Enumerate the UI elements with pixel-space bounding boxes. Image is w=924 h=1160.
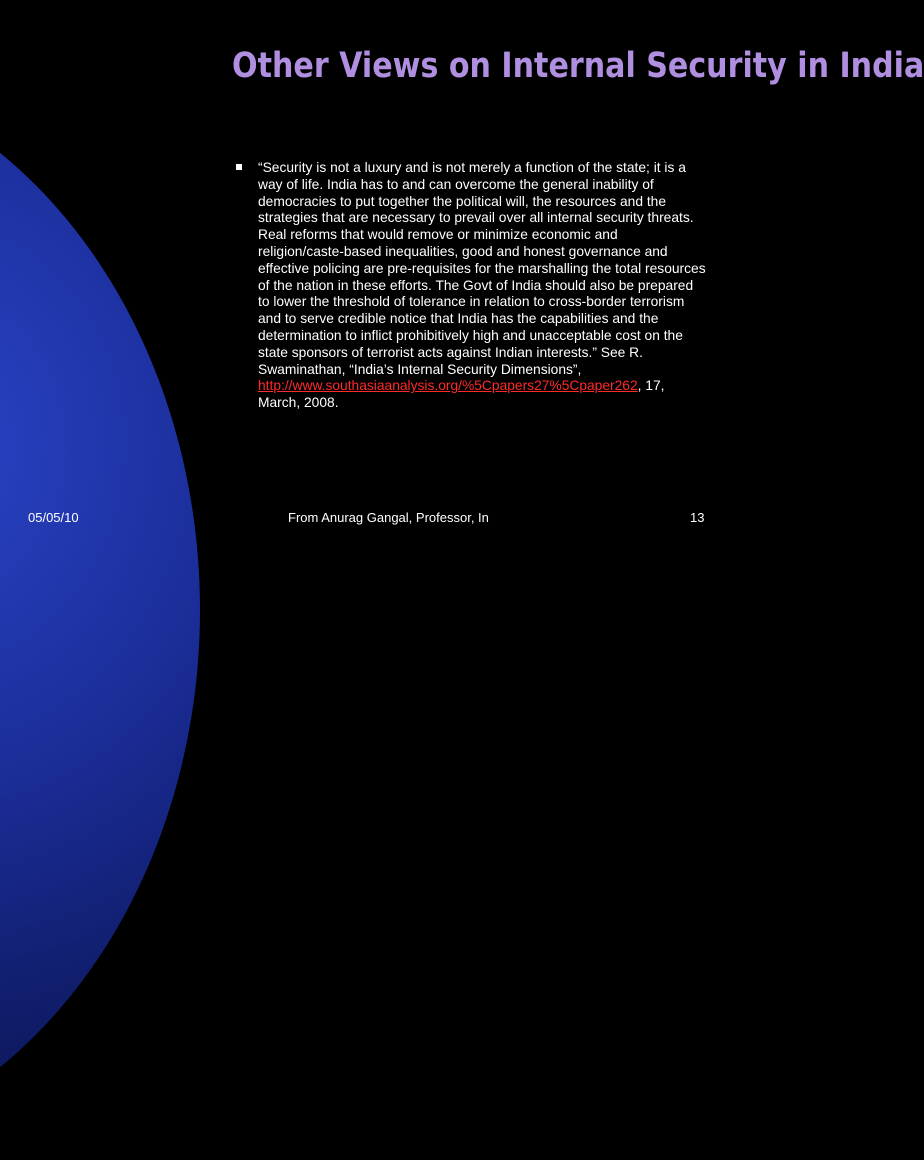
bullet-square-icon	[236, 164, 242, 170]
slide-title: Other Views on Internal Security in India	[232, 46, 924, 86]
footer-attribution: From Anurag Gangal, Professor, In	[288, 510, 489, 525]
quote-text	[258, 160, 706, 412]
source-link[interactable]: http://www.southasiaanalysis.org/%5Cpapers27%5Cpaper262	[258, 378, 638, 394]
slide-number: 13	[690, 510, 705, 525]
quote-body: “Security is not a luxury and is not merely a function of the state; it is a way of life. India has to and can overcome the general inability of democracies to put together the political will, the resources and the strategies that are necessary to prevail over all internal security threats. Real reforms that would remove or minimize economic and religion/caste-based inequalities, good and honest governance and effective policing are pre-requisites for the marshalling the total resources of the nation in these efforts. The Govt of India should also be prepared to lower the threshold of tolerance in relation to cross-border terrorism and to serve credible notice that India has the capabilities and the determination to inflict prohibitively high and unacceptable cost on the state sponsors of terrorist acts against Indian interests.” See R. Swaminathan, “India’s Internal Security Dimensions”,	[258, 160, 706, 377]
quote-date: , 17, March, 2008.	[258, 378, 665, 411]
decorative-blue-arc	[0, 60, 200, 1160]
footer-date: 05/05/10	[28, 510, 79, 525]
